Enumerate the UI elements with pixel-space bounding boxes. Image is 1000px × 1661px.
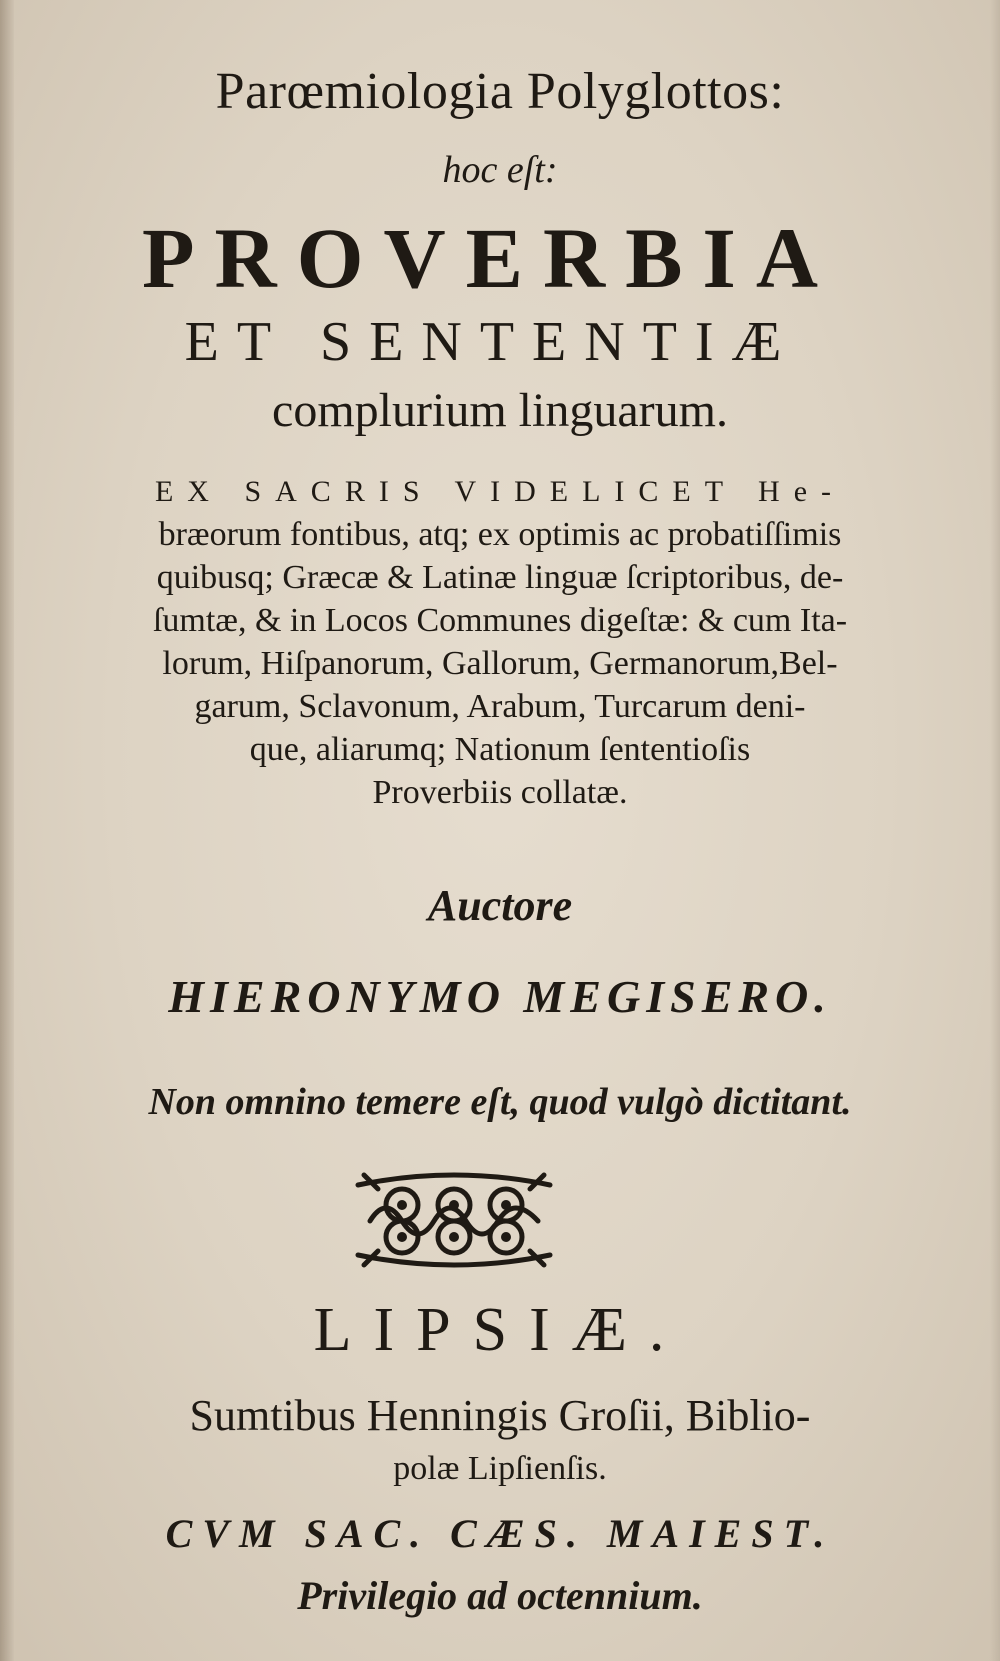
- imprint-privilege-term: Privilegio ad octennium.: [297, 1573, 703, 1618]
- description-line: quibusq; Græcæ & Latinæ linguæ ſcriptoribus, de-: [156, 559, 844, 596]
- author-name: HIERONYMO MEGISERO.: [168, 971, 832, 1022]
- description-line: Proverbiis collatæ.: [372, 774, 628, 811]
- imprint-publisher-continued: polæ Lipſienſis.: [393, 1450, 607, 1487]
- motto: Non omnino temere eſt, quod vulgò dictitant.: [148, 1081, 852, 1123]
- description-line: ſumtæ, & in Locos Communes digeſtæ: & cum Ita-: [152, 602, 848, 639]
- auctore-label: Auctore: [427, 881, 573, 930]
- title-line-paroemiologia: Parœmiologia Polyglottos:: [215, 63, 785, 120]
- title-line-proverbia: PROVERBIA: [141, 210, 839, 306]
- description-paragraph: [0, 470, 1000, 814]
- description-line: lorum, Hiſpanorum, Gallorum, Germanorum,Bel-: [162, 645, 838, 682]
- title-line-complurium: complurium linguarum.: [272, 384, 728, 437]
- imprint-publisher: Sumtibus Henningis Groſii, Biblio-: [189, 1391, 811, 1440]
- description-line: EX SACRIS VIDELICET He-: [154, 475, 846, 508]
- printers-ornament-icon: [350, 1165, 558, 1275]
- title-line-hoc-est: hoc eſt:: [442, 149, 558, 191]
- title-line-et-sententiae: ET SENTENTIÆ: [184, 311, 800, 373]
- description-line: bræorum fontibus, atq; ex optimis ac probatiſſimis: [158, 516, 842, 553]
- imprint-privilege: CVM SAC. CÆS. MAIEST.: [165, 1511, 835, 1556]
- description-line: garum, Sclavonum, Arabum, Turcarum deni-: [194, 688, 806, 725]
- description-line: que, aliarumq; Nationum ſententioſis: [249, 731, 751, 768]
- imprint-place: LIPSIÆ.: [313, 1296, 687, 1364]
